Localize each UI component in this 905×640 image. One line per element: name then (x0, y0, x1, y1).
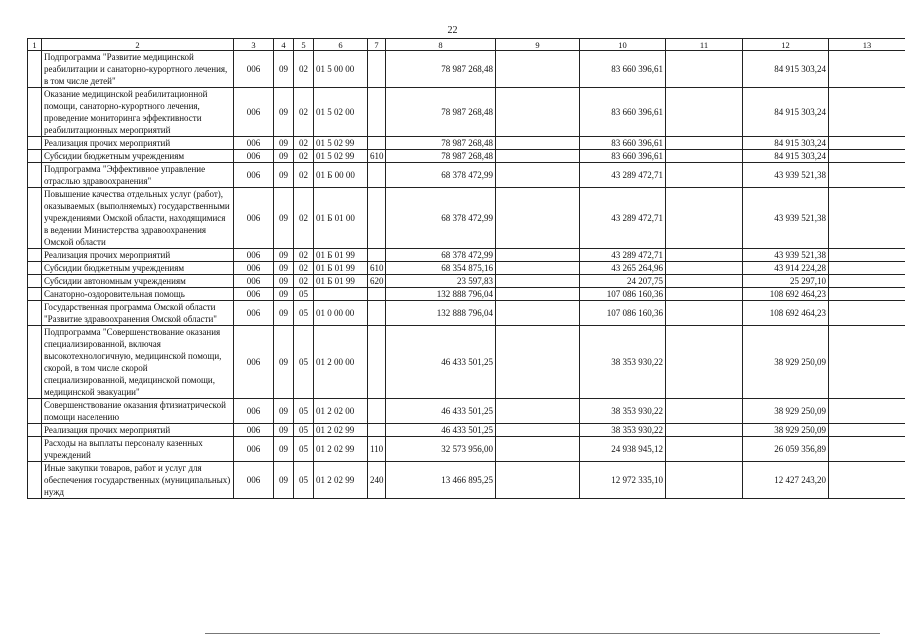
cell-subsection: 02 (294, 137, 314, 150)
cell-subsection: 02 (294, 275, 314, 288)
column-header: 1 (28, 39, 42, 51)
column-header: 6 (314, 39, 368, 51)
cell-col-1 (28, 188, 42, 249)
cell-subsection: 05 (294, 301, 314, 326)
cell-subsection: 05 (294, 399, 314, 424)
cell-expense-type (368, 137, 386, 150)
cell-name: Государственная программа Омской области "Развитие здравоохранения Омской области" (42, 301, 234, 326)
column-header: 11 (666, 39, 743, 51)
cell-col-1 (28, 462, 42, 499)
table-row (28, 326, 905, 399)
cell-admin-code: 006 (234, 188, 274, 249)
budget-table (27, 38, 905, 499)
cell-col-11 (666, 424, 743, 437)
cell-col-9 (496, 399, 580, 424)
cell-amount-1: 13 466 895,25 (386, 462, 496, 499)
table-row (28, 301, 905, 326)
cell-amount-1: 68 378 472,99 (386, 249, 496, 262)
cell-subsection: 02 (294, 51, 314, 88)
cell-col-9 (496, 462, 580, 499)
cell-subsection: 02 (294, 249, 314, 262)
cell-col-9 (496, 188, 580, 249)
cell-col-1 (28, 424, 42, 437)
cell-target-article: 01 2 02 00 (314, 399, 368, 424)
cell-target-article: 01 0 00 00 (314, 301, 368, 326)
cell-amount-3: 26 059 356,89 (743, 437, 829, 462)
cell-amount-3: 108 692 464,23 (743, 301, 829, 326)
cell-section: 09 (274, 301, 294, 326)
cell-admin-code: 006 (234, 249, 274, 262)
cell-name: Совершенствование оказания фтизиатрической помощи населению (42, 399, 234, 424)
cell-amount-3: 38 929 250,09 (743, 399, 829, 424)
cell-target-article: 01 2 02 99 (314, 437, 368, 462)
cell-name: Реализация прочих мероприятий (42, 249, 234, 262)
page-number: 22 (447, 25, 458, 36)
cell-admin-code: 006 (234, 88, 274, 137)
cell-target-article: 01 5 02 00 (314, 88, 368, 137)
cell-amount-2: 38 353 930,22 (580, 424, 666, 437)
cell-section: 09 (274, 163, 294, 188)
table-row (28, 275, 905, 288)
cell-expense-type (368, 249, 386, 262)
cell-expense-type: 110 (368, 437, 386, 462)
cell-expense-type (368, 301, 386, 326)
cell-section: 09 (274, 326, 294, 399)
cell-amount-2: 83 660 396,61 (580, 88, 666, 137)
cell-expense-type: 610 (368, 262, 386, 275)
cell-col-11 (666, 249, 743, 262)
cell-col-11 (666, 399, 743, 424)
cell-subsection: 05 (294, 462, 314, 499)
cell-col-13 (829, 51, 905, 88)
cell-target-article (314, 288, 368, 301)
cell-section: 09 (274, 88, 294, 137)
cell-col-1 (28, 275, 42, 288)
cell-col-9 (496, 326, 580, 399)
table-row (28, 150, 905, 163)
cell-expense-type (368, 399, 386, 424)
cell-admin-code: 006 (234, 437, 274, 462)
cell-target-article: 01 Б 00 00 (314, 163, 368, 188)
cell-col-11 (666, 163, 743, 188)
table-row (28, 88, 905, 137)
cell-target-article: 01 Б 01 99 (314, 262, 368, 275)
cell-col-9 (496, 275, 580, 288)
cell-expense-type (368, 424, 386, 437)
table-row (28, 437, 905, 462)
table-row (28, 262, 905, 275)
cell-col-1 (28, 262, 42, 275)
cell-col-13 (829, 88, 905, 137)
cell-name: Подпрограмма "Эффективное управление отраслью здравоохранения" (42, 163, 234, 188)
cell-col-11 (666, 150, 743, 163)
cell-col-13 (829, 249, 905, 262)
cell-amount-3: 38 929 250,09 (743, 326, 829, 399)
cell-name: Субсидии бюджетным учреждениям (42, 150, 234, 163)
cell-expense-type: 620 (368, 275, 386, 288)
table-row (28, 249, 905, 262)
cell-col-9 (496, 424, 580, 437)
cell-col-11 (666, 51, 743, 88)
cell-col-11 (666, 301, 743, 326)
cell-col-1 (28, 88, 42, 137)
cell-name: Субсидии бюджетным учреждениям (42, 262, 234, 275)
cell-expense-type (368, 288, 386, 301)
column-header: 3 (234, 39, 274, 51)
cell-admin-code: 006 (234, 399, 274, 424)
cell-target-article: 01 5 02 99 (314, 150, 368, 163)
cell-col-1 (28, 326, 42, 399)
cell-subsection: 05 (294, 424, 314, 437)
cell-col-13 (829, 301, 905, 326)
column-header: 8 (386, 39, 496, 51)
cell-col-13 (829, 188, 905, 249)
cell-expense-type: 610 (368, 150, 386, 163)
cell-amount-2: 43 289 472,71 (580, 188, 666, 249)
cell-admin-code: 006 (234, 462, 274, 499)
cell-amount-2: 38 353 930,22 (580, 399, 666, 424)
cell-amount-3: 84 915 303,24 (743, 137, 829, 150)
table-row (28, 462, 905, 499)
cell-col-9 (496, 51, 580, 88)
column-header: 9 (496, 39, 580, 51)
cell-col-13 (829, 288, 905, 301)
cell-name: Санаторно-оздоровительная помощь (42, 288, 234, 301)
column-header: 13 (829, 39, 905, 51)
cell-expense-type (368, 188, 386, 249)
table-row (28, 424, 905, 437)
cell-section: 09 (274, 51, 294, 88)
cell-amount-2: 83 660 396,61 (580, 150, 666, 163)
cell-admin-code: 006 (234, 262, 274, 275)
cell-subsection: 02 (294, 88, 314, 137)
cell-amount-3: 43 939 521,38 (743, 249, 829, 262)
cell-subsection: 02 (294, 150, 314, 163)
cell-col-11 (666, 88, 743, 137)
cell-col-1 (28, 150, 42, 163)
cell-amount-2: 83 660 396,61 (580, 137, 666, 150)
cell-section: 09 (274, 399, 294, 424)
cell-col-13 (829, 424, 905, 437)
cell-col-13 (829, 262, 905, 275)
cell-section: 09 (274, 424, 294, 437)
table-row (28, 51, 905, 88)
cell-target-article: 01 5 00 00 (314, 51, 368, 88)
cell-admin-code: 006 (234, 137, 274, 150)
cell-section: 09 (274, 137, 294, 150)
cell-col-11 (666, 288, 743, 301)
cell-expense-type: 240 (368, 462, 386, 499)
cell-amount-3: 108 692 464,23 (743, 288, 829, 301)
cell-col-9 (496, 288, 580, 301)
cell-name: Реализация прочих мероприятий (42, 424, 234, 437)
cell-amount-3: 38 929 250,09 (743, 424, 829, 437)
cell-admin-code: 006 (234, 301, 274, 326)
cell-admin-code: 006 (234, 275, 274, 288)
cell-name: Подпрограмма "Развитие медицинской реабилитации и санаторно-курортного лечения, в том числе детей" (42, 51, 234, 88)
cell-admin-code: 006 (234, 51, 274, 88)
cell-amount-1: 23 597,83 (386, 275, 496, 288)
column-header: 5 (294, 39, 314, 51)
cell-name: Повышение качества отдельных услуг (работ), оказываемых (выполняемых) государственными учреждениями Омской области, находящимися в ведении Министерства здравоохранения Омской области (42, 188, 234, 249)
cell-amount-2: 24 207,75 (580, 275, 666, 288)
cell-admin-code: 006 (234, 424, 274, 437)
cell-section: 09 (274, 437, 294, 462)
cell-amount-1: 78 987 268,48 (386, 137, 496, 150)
cell-amount-1: 46 433 501,25 (386, 424, 496, 437)
cell-subsection: 02 (294, 262, 314, 275)
column-header: 4 (274, 39, 294, 51)
cell-col-1 (28, 399, 42, 424)
table-row (28, 288, 905, 301)
cell-col-11 (666, 462, 743, 499)
cell-expense-type (368, 88, 386, 137)
cell-col-9 (496, 249, 580, 262)
cell-admin-code: 006 (234, 150, 274, 163)
cell-col-1 (28, 137, 42, 150)
cell-col-13 (829, 437, 905, 462)
cell-amount-1: 46 433 501,25 (386, 326, 496, 399)
cell-section: 09 (274, 249, 294, 262)
cell-section: 09 (274, 150, 294, 163)
cell-col-1 (28, 288, 42, 301)
cell-col-9 (496, 163, 580, 188)
cell-target-article: 01 Б 01 99 (314, 249, 368, 262)
table-row (28, 137, 905, 150)
cell-col-11 (666, 437, 743, 462)
column-header: 2 (42, 39, 234, 51)
cell-section: 09 (274, 188, 294, 249)
cell-col-11 (666, 188, 743, 249)
cell-target-article: 01 2 02 99 (314, 462, 368, 499)
cell-target-article: 01 5 02 99 (314, 137, 368, 150)
cell-col-13 (829, 275, 905, 288)
cell-amount-1: 68 354 875,16 (386, 262, 496, 275)
cell-target-article: 01 Б 01 99 (314, 275, 368, 288)
cell-col-13 (829, 137, 905, 150)
cell-col-13 (829, 399, 905, 424)
cell-amount-2: 24 938 945,12 (580, 437, 666, 462)
cell-amount-2: 107 086 160,36 (580, 301, 666, 326)
cell-amount-3: 84 915 303,24 (743, 51, 829, 88)
cell-subsection: 05 (294, 326, 314, 399)
cell-amount-1: 78 987 268,48 (386, 150, 496, 163)
cell-amount-2: 107 086 160,36 (580, 288, 666, 301)
cell-col-13 (829, 150, 905, 163)
cell-section: 09 (274, 288, 294, 301)
column-header: 10 (580, 39, 666, 51)
cell-amount-2: 43 289 472,71 (580, 249, 666, 262)
cell-col-11 (666, 137, 743, 150)
cell-section: 09 (274, 462, 294, 499)
cell-target-article: 01 2 02 99 (314, 424, 368, 437)
cell-subsection: 02 (294, 188, 314, 249)
bottom-rule (205, 633, 880, 634)
cell-amount-3: 43 939 521,38 (743, 163, 829, 188)
cell-admin-code: 006 (234, 288, 274, 301)
cell-col-9 (496, 88, 580, 137)
cell-col-9 (496, 137, 580, 150)
cell-amount-1: 78 987 268,48 (386, 88, 496, 137)
cell-amount-1: 78 987 268,48 (386, 51, 496, 88)
cell-admin-code: 006 (234, 163, 274, 188)
cell-amount-1: 68 378 472,99 (386, 188, 496, 249)
cell-col-1 (28, 301, 42, 326)
cell-name: Иные закупки товаров, работ и услуг для обеспечения государственных (муниципальных) нужд (42, 462, 234, 499)
cell-amount-3: 12 427 243,20 (743, 462, 829, 499)
cell-col-1 (28, 437, 42, 462)
cell-section: 09 (274, 262, 294, 275)
cell-subsection: 02 (294, 163, 314, 188)
cell-name: Расходы на выплаты персоналу казенных учреждений (42, 437, 234, 462)
cell-col-11 (666, 275, 743, 288)
cell-col-9 (496, 437, 580, 462)
cell-name: Оказание медицинской реабилитационной помощи, санаторно-курортного лечения, проведение мониторинга эффективности реабилитационных мероприятий (42, 88, 234, 137)
cell-col-1 (28, 51, 42, 88)
cell-subsection: 05 (294, 437, 314, 462)
table-row (28, 399, 905, 424)
cell-amount-2: 83 660 396,61 (580, 51, 666, 88)
table-row (28, 163, 905, 188)
cell-col-9 (496, 301, 580, 326)
cell-amount-1: 132 888 796,04 (386, 301, 496, 326)
cell-amount-2: 38 353 930,22 (580, 326, 666, 399)
cell-target-article: 01 Б 01 00 (314, 188, 368, 249)
cell-col-11 (666, 326, 743, 399)
cell-amount-2: 43 265 264,96 (580, 262, 666, 275)
cell-amount-1: 132 888 796,04 (386, 288, 496, 301)
cell-amount-1: 46 433 501,25 (386, 399, 496, 424)
cell-section: 09 (274, 275, 294, 288)
cell-amount-3: 43 914 224,28 (743, 262, 829, 275)
cell-col-13 (829, 462, 905, 499)
cell-expense-type (368, 51, 386, 88)
cell-amount-2: 12 972 335,10 (580, 462, 666, 499)
column-header: 7 (368, 39, 386, 51)
cell-col-13 (829, 163, 905, 188)
cell-col-1 (28, 163, 42, 188)
cell-col-1 (28, 249, 42, 262)
cell-amount-3: 25 297,10 (743, 275, 829, 288)
cell-amount-1: 32 573 956,00 (386, 437, 496, 462)
cell-col-9 (496, 150, 580, 163)
cell-expense-type (368, 163, 386, 188)
cell-amount-3: 84 915 303,24 (743, 88, 829, 137)
cell-amount-2: 43 289 472,71 (580, 163, 666, 188)
cell-name: Субсидии автономным учреждениям (42, 275, 234, 288)
cell-amount-3: 84 915 303,24 (743, 150, 829, 163)
header-row (28, 39, 905, 51)
cell-name: Подпрограмма "Совершенствование оказания специализированной, включая высокотехнологичную, медицинской помощи, скорой, в том числе скорой специализированной, медицинской помощи, медицинской эвакуации" (42, 326, 234, 399)
cell-subsection: 05 (294, 288, 314, 301)
cell-name: Реализация прочих мероприятий (42, 137, 234, 150)
cell-col-13 (829, 326, 905, 399)
cell-admin-code: 006 (234, 326, 274, 399)
cell-amount-3: 43 939 521,38 (743, 188, 829, 249)
table-row (28, 188, 905, 249)
cell-amount-1: 68 378 472,99 (386, 163, 496, 188)
column-header: 12 (743, 39, 829, 51)
cell-col-9 (496, 262, 580, 275)
cell-expense-type (368, 326, 386, 399)
cell-col-11 (666, 262, 743, 275)
cell-target-article: 01 2 00 00 (314, 326, 368, 399)
